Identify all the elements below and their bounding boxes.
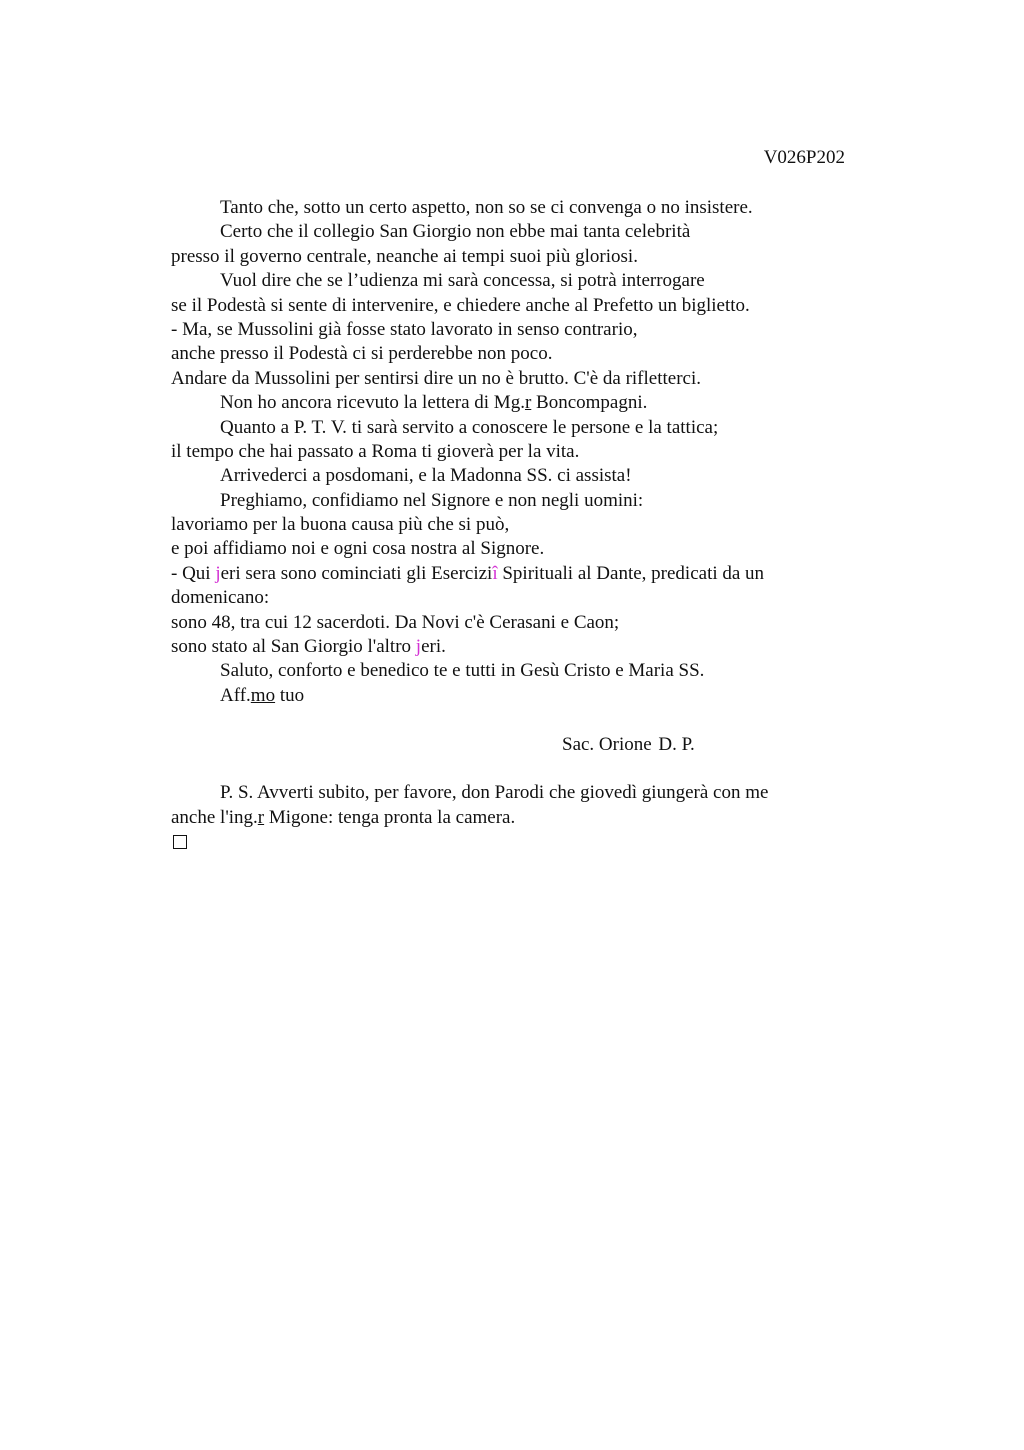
superscript-abbreviation: r (257, 806, 265, 828)
highlighted-letter: j (215, 562, 221, 584)
letter-line (171, 562, 871, 586)
closing-line (171, 684, 871, 708)
highlighted-letter: j (415, 636, 422, 658)
letter-line: domenicano: (171, 587, 270, 609)
signature-initials: D. P. (658, 733, 695, 755)
letter-line: Andare da Mussolini per sentirsi dire un no è brutto. C'è da rifletterci. (171, 367, 702, 389)
text-run: Spirituali al Dante, predicati da un (497, 562, 765, 584)
letter-line: presso il governo centrale, neanche ai tempi suoi più gloriosi. (171, 245, 638, 267)
text-run: eri. (421, 636, 446, 658)
text-run: sono stato al San Giorgio l'altro (171, 636, 416, 658)
letter-line: il tempo che hai passato a Roma ti gioverà per la vita. (171, 440, 580, 462)
letter-line: se il Podestà si sente di intervenire, e chiedere anche al Prefetto un biglietto. (171, 294, 750, 316)
letter-line: Tanto che, sotto un certo aspetto, non so se ci convenga o no insistere. (220, 197, 753, 218)
blank-line (171, 757, 871, 781)
page-code: V026P202 (763, 147, 845, 168)
letter-line: anche presso il Podestà ci si perderebbe non poco. (171, 343, 553, 365)
letter-line: Certo che il collegio San Giorgio non ebbe mai tanta celebrità (220, 221, 691, 243)
text-run: Migone: tenga pronta la camera. (264, 806, 516, 828)
postscript-line (171, 806, 871, 830)
text-run: - Qui (171, 562, 216, 584)
letter-line: lavoriamo per la buona causa più che si può, (171, 514, 510, 536)
letter-line: e poi affidiamo noi e ogni cosa nostra al Signore. (171, 538, 545, 560)
letter-line: Saluto, conforto e benedico te e tutti in Gesù Cristo e Maria SS. (220, 660, 705, 682)
text-run: Boncompagni. (531, 392, 648, 414)
signature-name: Sac. Orione (562, 733, 652, 755)
letter-line (171, 391, 871, 415)
letter-line: Arrivederci a posdomani, e la Madonna SS. ci assista! (220, 465, 632, 487)
text-run: Non ho ancora ricevuto la lettera di Mg. (220, 392, 525, 414)
letter-line: - Ma, se Mussolini già fosse stato lavorato in senso contrario, (171, 318, 638, 340)
highlighted-letter: î (492, 562, 498, 584)
letter-line (171, 635, 871, 659)
letter-body (171, 196, 871, 849)
letter-line: Quanto a P. T. V. ti sarà servito a conoscere le persone e la tattica; (220, 416, 719, 438)
text-run: anche l'ing. (171, 806, 258, 828)
text-run: eri sera sono cominciati gli Esercizi (220, 562, 493, 584)
letter-line: Vuol dire che se l’udienza mi sarà concessa, si potrà interrogare (220, 270, 705, 292)
end-of-document-box-icon (173, 835, 187, 849)
text-run: Aff. (220, 684, 251, 706)
superscript-abbreviation: mo (250, 684, 276, 706)
postscript-line: P. S. Avverti subito, per favore, don Parodi che giovedì giungerà con me (220, 782, 769, 804)
letter-line: sono 48, tra cui 12 sacerdoti. Da Novi c'è Cerasani e Caon; (171, 611, 620, 633)
text-run: tuo (275, 684, 305, 706)
superscript-abbreviation: r (524, 392, 532, 414)
blank-line (171, 708, 871, 732)
letter-line: Preghiamo, confidiamo nel Signore e non negli uomini: (220, 489, 644, 511)
signature (171, 733, 871, 757)
